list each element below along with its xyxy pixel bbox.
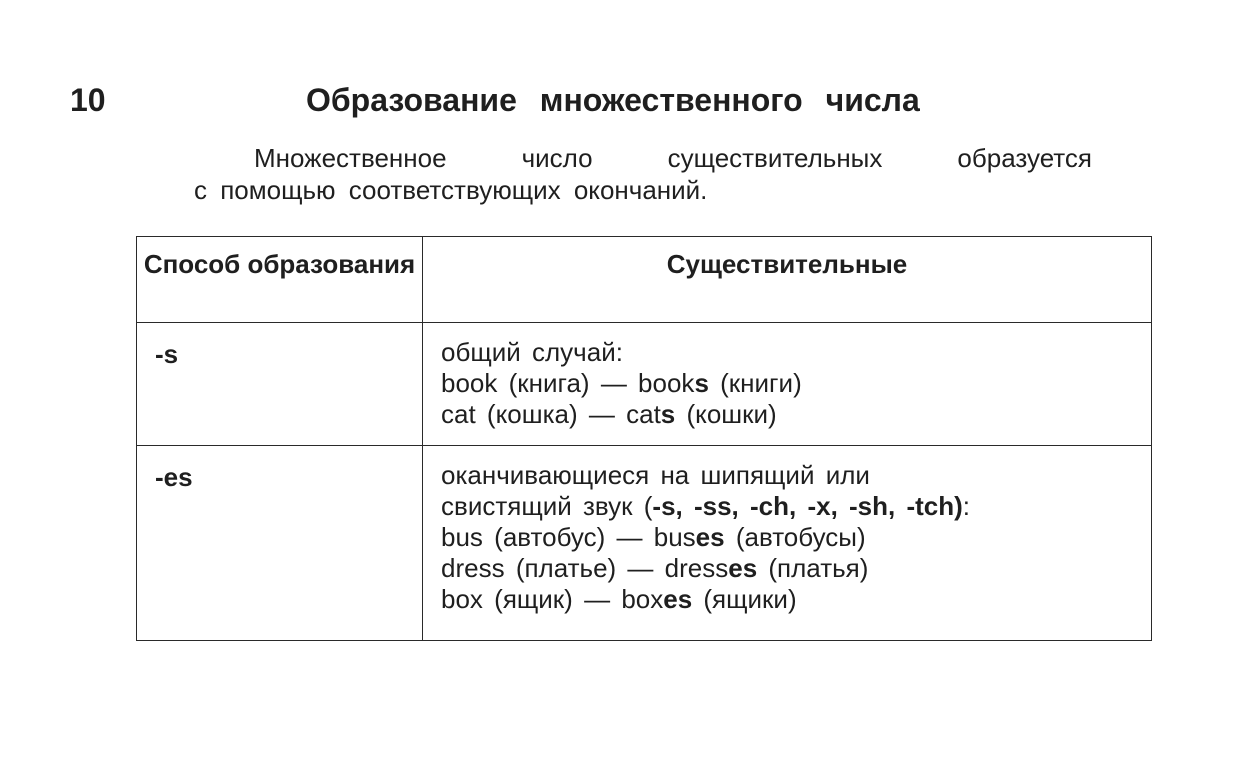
- example-line: dress (платье) — dresses (платья): [441, 553, 869, 583]
- example-line: box (ящик) — boxes (ящики): [441, 584, 797, 614]
- table-row: [137, 323, 1152, 446]
- nouns-cell: [423, 446, 1152, 641]
- intro-line-2: с помощью соответствующих окончаний.: [194, 175, 708, 205]
- table-row: [137, 446, 1152, 641]
- intro-word: существительных: [667, 143, 883, 173]
- page-title: Образование множественного числа: [306, 82, 920, 118]
- intro-word: число: [521, 143, 593, 173]
- intro-paragraph: [194, 142, 1092, 206]
- method-cell: -es: [137, 446, 423, 641]
- example-line: cat (кошка) — cats (кошки): [441, 399, 777, 429]
- header-nouns: Существительные: [423, 237, 1152, 323]
- example-line: book (книга) — books (книги): [441, 368, 802, 398]
- plural-formation-table: [136, 236, 1152, 641]
- method-cell: -s: [137, 323, 423, 446]
- intro-line-1: [194, 142, 1092, 174]
- table-header-row: [137, 237, 1152, 323]
- page-number: 10: [70, 82, 106, 118]
- rule-description-endings: свистящий звук (-s, -ss, -ch, -x, -sh, -tch):: [441, 491, 971, 521]
- nouns-cell: [423, 323, 1152, 446]
- rule-description: оканчивающиеся на шипящий или: [441, 460, 870, 490]
- intro-word: Множественное: [254, 143, 447, 173]
- example-line: bus (автобус) — buses (автобусы): [441, 522, 866, 552]
- header-method: Способ образования: [137, 237, 423, 323]
- intro-word: образуется: [957, 143, 1092, 173]
- rule-description: общий случай:: [441, 337, 623, 367]
